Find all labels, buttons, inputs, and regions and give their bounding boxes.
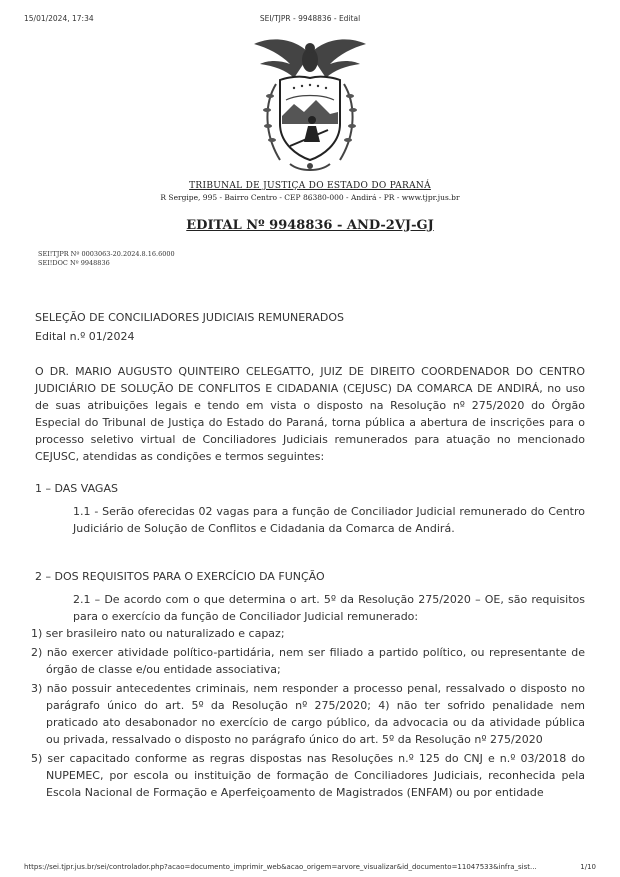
section-1-text: 1.1 - Serão oferecidas 02 vagas para a função de Conciliador Judicial remunerado do Centro Judiciário de Solução de Conflitos e Cidadania da Comarca de Andirá. (73, 505, 585, 535)
heading: SELEÇÃO DE CONCILIADORES JUDICIAIS REMUNERADOS (35, 311, 345, 324)
court-header (0, 181, 620, 202)
section-2-title: 2 – DOS REQUISITOS PARA O EXERCÍCIO DA FUNÇÃO (35, 570, 325, 583)
requirement-item: 2) não exercer atividade político-partidária, nem ser filiado a partido político, ou representante de órgão de classe e/ou entidade associativa; (31, 646, 585, 676)
edital-number: Edital n.º 01/2024 (35, 330, 135, 343)
doc-ref: SEI!DOC Nº 9948836 (38, 259, 110, 267)
print-datetime: 15/01/2024, 17:34 (24, 14, 94, 23)
court-address: R Sergipe, 995 - Bairro Centro - CEP 86380-000 - Andirá - PR - www.tjpr.jus.br (160, 193, 460, 202)
court-coat-of-arms-icon (250, 34, 370, 180)
document-title: EDITAL Nº 9948836 - AND-2VJ-GJ (186, 218, 434, 233)
intro-paragraph: O DR. MARIO AUGUSTO QUINTEIRO CELEGATTO, JUIZ DE DIREITO COORDENADOR DO CENTRO JUDICIÁRIO DE SOLUÇÃO DE CONFLITOS E CIDADANIA (CEJUSC) DA COMARCA DE ANDIRÁ, no uso de suas atribuições legais e tendo em vista o disposto na Resolução nº 275/2020 do Órgão Especial do Tribunal de Justiça do Estado do Paraná, torna pública a abertura de inscrições para o processo seletivo virtual de Conciliadores Judiciais remunerados para atuação no mencionado CEJUSC, atendidas as condições e termos seguintes: (35, 365, 585, 463)
requirement-item: 5) ser capacitado conforme as regras dispostas nas Resoluções n.º 125 do CNJ e n.º 03/2018 do NUPEMEC, por escola ou instituição de formação de Conciliadores Judiciais, reconhecida pela Escola Nacional de Formação e Aperfeiçoamento de Magistrados (ENFAM) ou por entidade (31, 752, 585, 799)
page-number: 1/10 (580, 863, 596, 871)
section-2-text: 2.1 – De acordo com o que determina o art. 5º da Resolução 275/2020 – OE, são requisitos para o exercício da função de Conciliador Judicial remunerado: (73, 593, 585, 623)
process-ref: SEI!TJPR Nº 0003063-20.2024.8.16.6000 (38, 250, 175, 258)
document-body (31, 309, 585, 801)
requirement-item: 1) ser brasileiro nato ou naturalizado e capaz; (31, 627, 285, 640)
section-1-title: 1 – DAS VAGAS (35, 482, 118, 495)
requirement-item: 3) não possuir antecedentes criminais, nem responder a processo penal, ressalvado o disposto no parágrafo único do art. 5º da Resolução nº 275/2020; 4) não ter sofrido penalidade nem praticado ato desabonador no exercício de cargo público, da advocacia ou da atividade pública ou privada, ressalvado o disposto no parágrafo único do art. 5º da Resolução nº 275/2020 (31, 682, 585, 746)
court-name: TRIBUNAL DE JUSTIÇA DO ESTADO DO PARANÁ (189, 181, 431, 191)
print-url: https://sei.tjpr.jus.br/sei/controlador.php?acao=documento_imprimir_web&acao_origem=arvore_visualizar&id_documento=11047533&infra_sist... (24, 863, 537, 871)
document-refs (38, 250, 175, 268)
print-title: SEI/TJPR - 9948836 - Edital (259, 14, 361, 23)
